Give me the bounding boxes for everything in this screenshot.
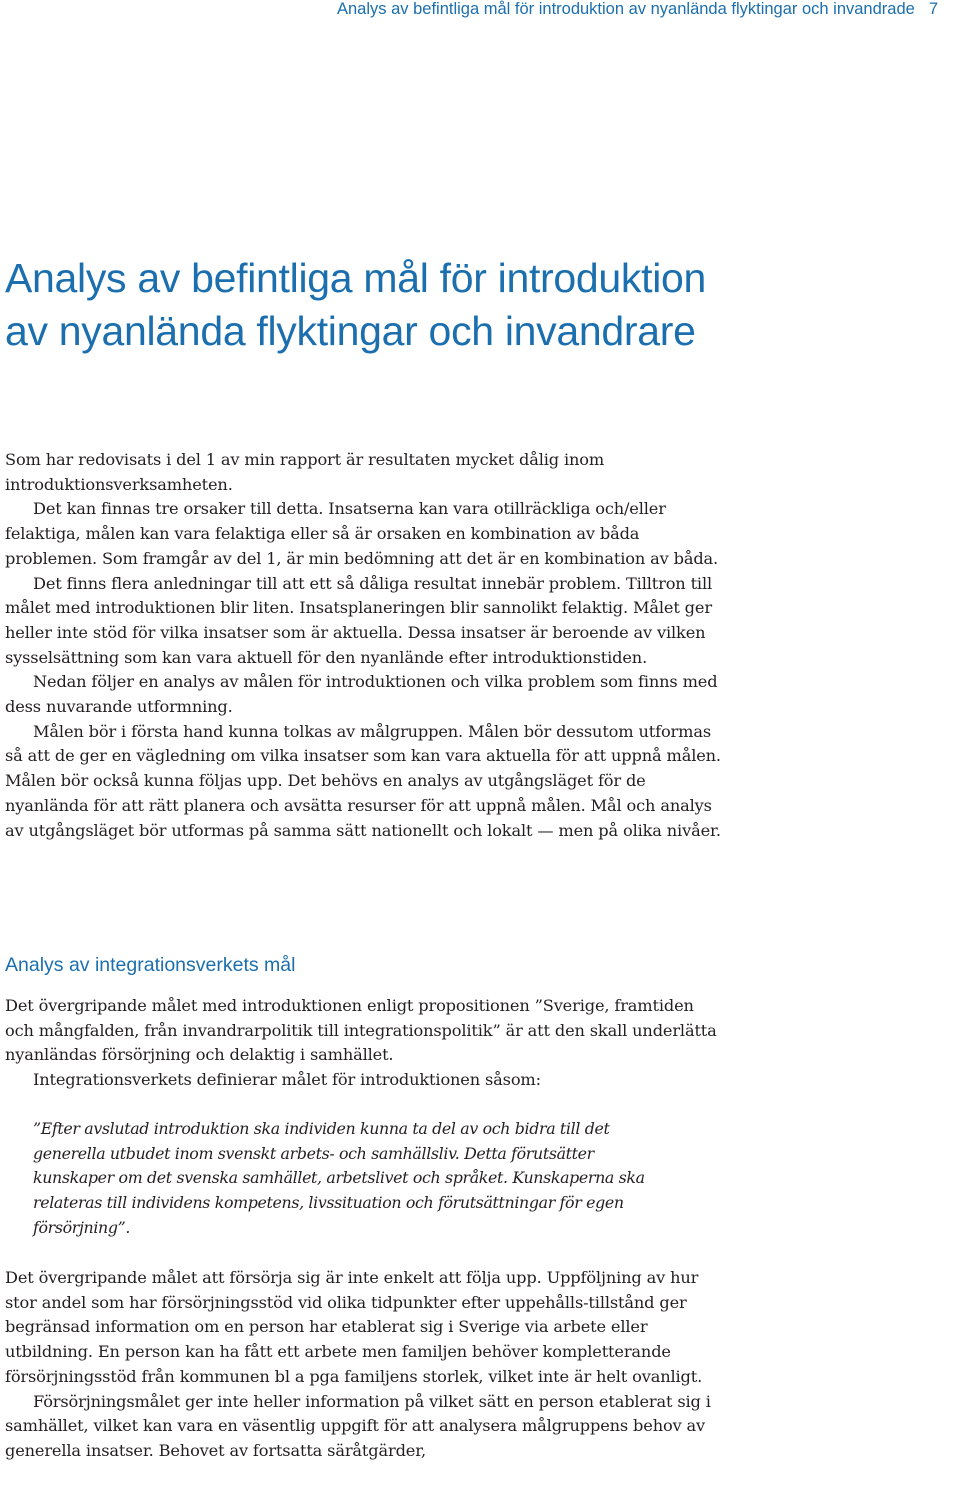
block-quote: ”Efter avslutad introduktion ska individen kunna ta del av och bidra till det generella utbudet inom svenskt arbets- och samhällsliv. Detta förutsätter kunskaper om det svenska samhället, arbetslivet och språket. Kunskaperna ska relateras till individens kompetens, livssituation och förutsättningar för egen försörjning”.: [33, 1119, 645, 1237]
intro-paragraph-1: Som har redovisats i del 1 av min rapport är resultaten mycket dålig inom introduktionsverksamheten.: [5, 450, 605, 494]
intro-paragraph-5: Målen bör i första hand kunna tolkas av målgruppen. Målen bör dessutom utformas så att de ger en vägledning om vilka insatser som kan vara aktuella för att uppnå målen. Målen bör också kunna följas upp. Det behövs en analys av utgångsläget för de nyanlända för att rätt planera och avsätta resurser för att uppnå målen. Mål och analys av utgångsläget bör utformas på samma sätt nationellt och lokalt — men på olika nivåer.: [5, 721, 721, 840]
section-paragraph-1: Det övergripande målet med introduktionen enligt propositionen ”Sverige, framtiden och mångfalden, från invandrarpolitik till integrationspolitik” är att den skall underlätta nyanländas försörjning och delaktig i samhället.: [5, 996, 717, 1065]
running-header: [337, 0, 938, 19]
intro-paragraph-4: Nedan följer en analys av målen för introduktionen och vilka problem som finns med dess nuvarande utformning.: [5, 672, 718, 717]
intro-paragraph-3: Det finns flera anledningar till att ett så dåliga resultat innebär problem. Tilltron till målet med introduktionen blir liten. Insatsplaneringen blir sannolikt felaktig. Målet ger heller inte stöd för vilka insatser som är aktuella. Dessa insatser är beroende av vilken sysselsättning som kan vara aktuell för den nyanlände efter introduktionstiden.: [5, 573, 713, 667]
chapter-title-line-2: av nyanlända flyktingar och invandrare: [5, 308, 696, 354]
after-quote-paragraph-2: Försörjningsmålet ger inte heller information på vilket sätt en person etablerat sig i samhället, vilket kan vara en väsentlig uppgift för att analysera målgruppens behov av generella insatser. Behovet av fortsatta säråtgärder,: [5, 1391, 711, 1460]
section-heading: Analys av integrationsverkets mål: [5, 954, 296, 976]
after-quote-paragraph-1: Det övergripande målet att försörja sig är inte enkelt att följa upp. Uppföljning av hur stor andel som har försörjningsstöd vid olika tidpunkter efter uppehålls-tillstånd ger begränsad information om en person har etablerat sig i Sverige via arbete eller utbildning. En person kan ha fått ett arbete men familjen behöver kompletterande försörjningsstöd från kommunen bl a pga familjens storlek, vilket inte är helt ovanligt.: [5, 1268, 703, 1386]
intro-paragraph-2: Det kan finnas tre orsaker till detta. Insatserna kan vara otillräckliga och/eller felaktiga, målen kan vara felaktiga eller så är orsaken en kombination av båda problemen. Som framgår av del 1, är min bedömning att det är en kombination av båda.: [5, 499, 719, 568]
section-body: [5, 994, 725, 1093]
page-number: 7: [928, 0, 938, 18]
chapter-title: [5, 252, 945, 358]
after-quote-body: [5, 1266, 725, 1464]
intro-body: [5, 448, 725, 843]
chapter-title-line-1: Analys av befintliga mål för introduktion: [5, 255, 707, 301]
running-header-title: Analys av befintliga mål för introduktion av nyanlända flyktingar och invandrade: [336, 0, 915, 18]
section-paragraph-2: Integrationsverkets definierar målet för introduktionen såsom:: [33, 1070, 541, 1090]
